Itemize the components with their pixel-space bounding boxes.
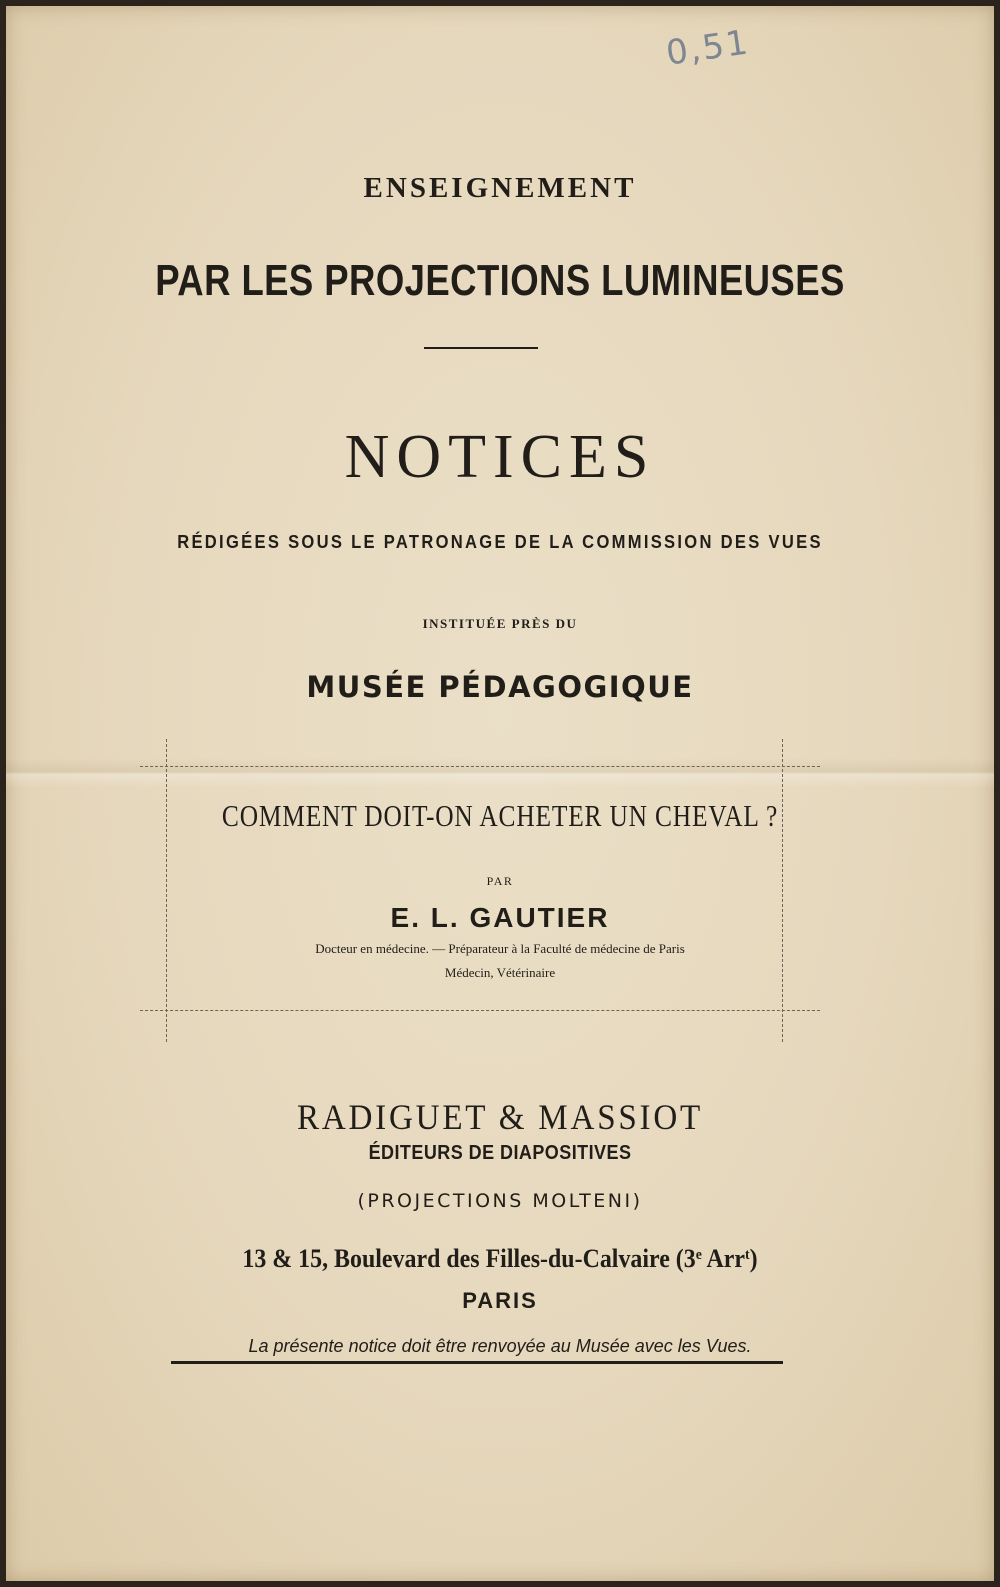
divider-rule	[424, 347, 538, 349]
frame-top-border	[140, 766, 820, 767]
page-fold	[6, 758, 994, 788]
author-credentials-2: Médecin, Vétérinaire	[444, 965, 556, 980]
feature-by: PAR	[486, 874, 514, 888]
frame-right-border	[782, 739, 783, 1042]
publisher-description: ÉDITEURS DE DIAPOSITIVES	[368, 1142, 632, 1164]
address-end: )	[749, 1244, 758, 1273]
notice-underline	[171, 1361, 783, 1364]
return-notice: La présente notice doit être renvoyée au Musée avec les Vues.	[248, 1336, 752, 1356]
author-name: E. L. GAUTIER	[390, 902, 610, 933]
address-main: 13 & 15, Boulevard des Filles-du-Calvaire (3	[242, 1244, 696, 1273]
publisher-name: RADIGUET & MASSIOT	[296, 1097, 704, 1137]
frame-left-border	[166, 739, 167, 1042]
subtitle-instituee: INSTITUÉE PRÈS DU	[422, 616, 578, 631]
document-page	[6, 6, 994, 1581]
museum-name: MUSÉE PÉDAGOGIQUE	[306, 670, 694, 704]
feature-question: COMMENT DOIT-ON ACHETER UN CHEVAL ?	[221, 798, 779, 833]
author-credentials-1: Docteur en médecine. — Préparateur à la Faculté de médecine de Paris	[315, 941, 685, 956]
page-title: NOTICES	[344, 423, 656, 491]
header-projections: PAR LES PROJECTIONS LUMINEUSES	[155, 256, 845, 305]
handwritten-price: 0,51	[663, 22, 753, 74]
publisher-address	[46, 1244, 955, 1274]
publisher-brand: (PROJECTIONS MOLTENI)	[357, 1190, 643, 1212]
publisher-city: PARIS	[462, 1288, 538, 1313]
header-enseignement: ENSEIGNEMENT	[363, 172, 637, 204]
frame-bottom-border	[140, 1010, 820, 1011]
address-mid: Arr	[701, 1244, 746, 1273]
address-superscript-2: t	[745, 1247, 750, 1263]
address-superscript-1: e	[695, 1247, 702, 1263]
subtitle-patronage: RÉDIGÉES SOUS LE PATRONAGE DE LA COMMISSION DES VUES	[177, 532, 823, 552]
